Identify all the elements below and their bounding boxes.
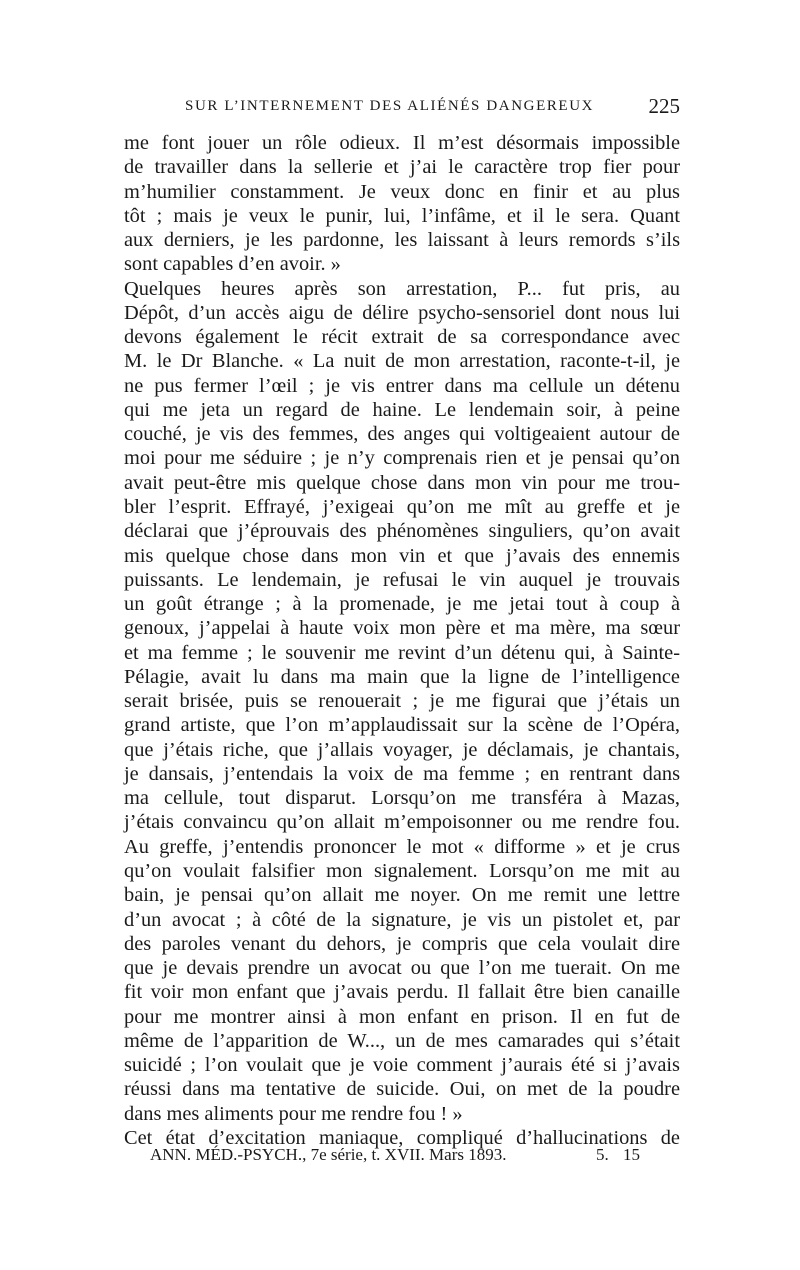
text-line: m’humilier constamment. Je veux donc en finir et au plus <box>124 180 680 203</box>
text-line: couché, je vis des femmes, des anges qui voltigeaient autour de <box>124 423 680 446</box>
text-line: ne pus fermer l’œil ; je vis entrer dans ma cellule un détenu <box>124 374 680 397</box>
text-line: M. le Dr Blanche. « La nuit de mon arrestation, raconte-t-il, je <box>124 350 680 373</box>
running-head <box>185 94 680 124</box>
journal-citation: ANN. MÉD.-PSYCH., 7e série, t. XVII. Mars 1893. <box>150 1145 507 1164</box>
page-number: 225 <box>648 94 680 118</box>
text-line: suicidé ; l’on voulait que je voie comment j’aurais été si j’avais <box>124 1054 680 1077</box>
text-line: Pélagie, avait lu dans ma main que la ligne de l’intelligence <box>124 665 680 688</box>
text-line: tôt ; mais je veux le punir, lui, l’infâme, et il le sera. Quant <box>124 204 680 227</box>
text-line: mis quelque chose dans mon vin et que j’avais des ennemis <box>124 544 680 567</box>
text-line: moi pour me séduire ; je n’y comprenais rien et je pensai qu’on <box>124 447 680 470</box>
text-line: sont capables d’en avoir. » <box>124 253 341 276</box>
text-line: serait brisée, puis se renouerait ; je me figurai que j’étais un <box>124 690 680 713</box>
body-text <box>124 131 680 1150</box>
text-line: bain, je pensai qu’on allait me noyer. On me remit une lettre <box>124 884 680 907</box>
text-line: de travailler dans la sellerie et j’ai le caractère trop fier pour <box>124 156 680 179</box>
text-line: même de l’apparition de W..., un de mes camarades qui s’était <box>124 1029 680 1052</box>
text-line: que je devais prendre un avocat ou que l’on me tuerait. On me <box>124 957 680 980</box>
text-line: devons également le récit extrait de sa correspondance avec <box>124 326 680 349</box>
text-line: qu’on voulait falsifier mon signalement. Lorsqu’on me mit au <box>124 859 680 882</box>
text-line: Au greffe, j’entendis prononcer le mot « difforme » et je crus <box>124 835 680 858</box>
text-line: réussi dans ma tentative de suicide. Oui, on met de la poudre <box>124 1078 680 1101</box>
text-line: d’un avocat ; à côté de la signature, je vis un pistolet et, par <box>124 908 680 931</box>
text-line: Quelques heures après son arrestation, P... fut pris, au <box>124 277 680 300</box>
text-line: un goût étrange ; à la promenade, je me jetai tout à coup à <box>124 593 680 616</box>
text-line: Cet état d’excitation maniaque, compliqué d’hallucinations de <box>124 1126 680 1149</box>
text-line: pour me montrer ainsi à mon enfant en prison. Il en fut de <box>124 1005 680 1028</box>
text-line: des paroles venant du dehors, je compris que cela voulait dire <box>124 932 680 955</box>
text-line: déclarai que j’éprouvais des phénomènes singuliers, qu’on avait <box>124 520 680 543</box>
text-line: et ma femme ; le souvenir me revint d’un détenu qui, à Sainte- <box>124 641 680 664</box>
text-line: que j’étais riche, que j’allais voyager, je déclamais, je chantais, <box>124 738 680 761</box>
text-line: fit voir mon enfant que j’avais perdu. Il fallait être bien canaille <box>124 981 680 1004</box>
text-line: j’étais convaincu qu’on allait m’empoisonner ou me rendre fou. <box>124 811 680 834</box>
page-footer <box>150 1145 640 1171</box>
text-line: qui me jeta un regard de haine. Le lendemain soir, à peine <box>124 398 680 421</box>
signature-mark: 5. 15 <box>596 1145 640 1164</box>
text-line: genoux, j’appelai à haute voix mon père et ma mère, ma sœur <box>124 617 680 640</box>
text-line: aux derniers, je les pardonne, les laissant à leurs remords s’ils <box>124 229 680 252</box>
text-line: Dépôt, d’un accès aigu de délire psycho-sensoriel dont nous lui <box>124 301 680 324</box>
running-title: SUR L’INTERNEMENT DES ALIÉNÉS DANGEREUX <box>185 98 595 114</box>
text-line: grand artiste, que l’on m’applaudissait sur la scène de l’Opéra, <box>124 714 680 737</box>
text-line: me font jouer un rôle odieux. Il m’est désormais impossible <box>124 132 680 154</box>
text-line: je dansais, j’entendais la voix de ma femme ; en rentrant dans <box>124 762 680 785</box>
text-line: bler l’esprit. Effrayé, j’exigeai qu’on me mît au greffe et je <box>124 495 680 518</box>
text-line: puissants. Le lendemain, je refusai le vin auquel je trouvais <box>124 568 680 591</box>
text-line: avait peut-être mis quelque chose dans mon vin pour me trou- <box>124 471 680 494</box>
text-line: dans mes aliments pour me rendre fou ! » <box>124 1102 463 1125</box>
text-line: ma cellule, tout disparut. Lorsqu’on me transféra à Mazas, <box>124 787 680 810</box>
